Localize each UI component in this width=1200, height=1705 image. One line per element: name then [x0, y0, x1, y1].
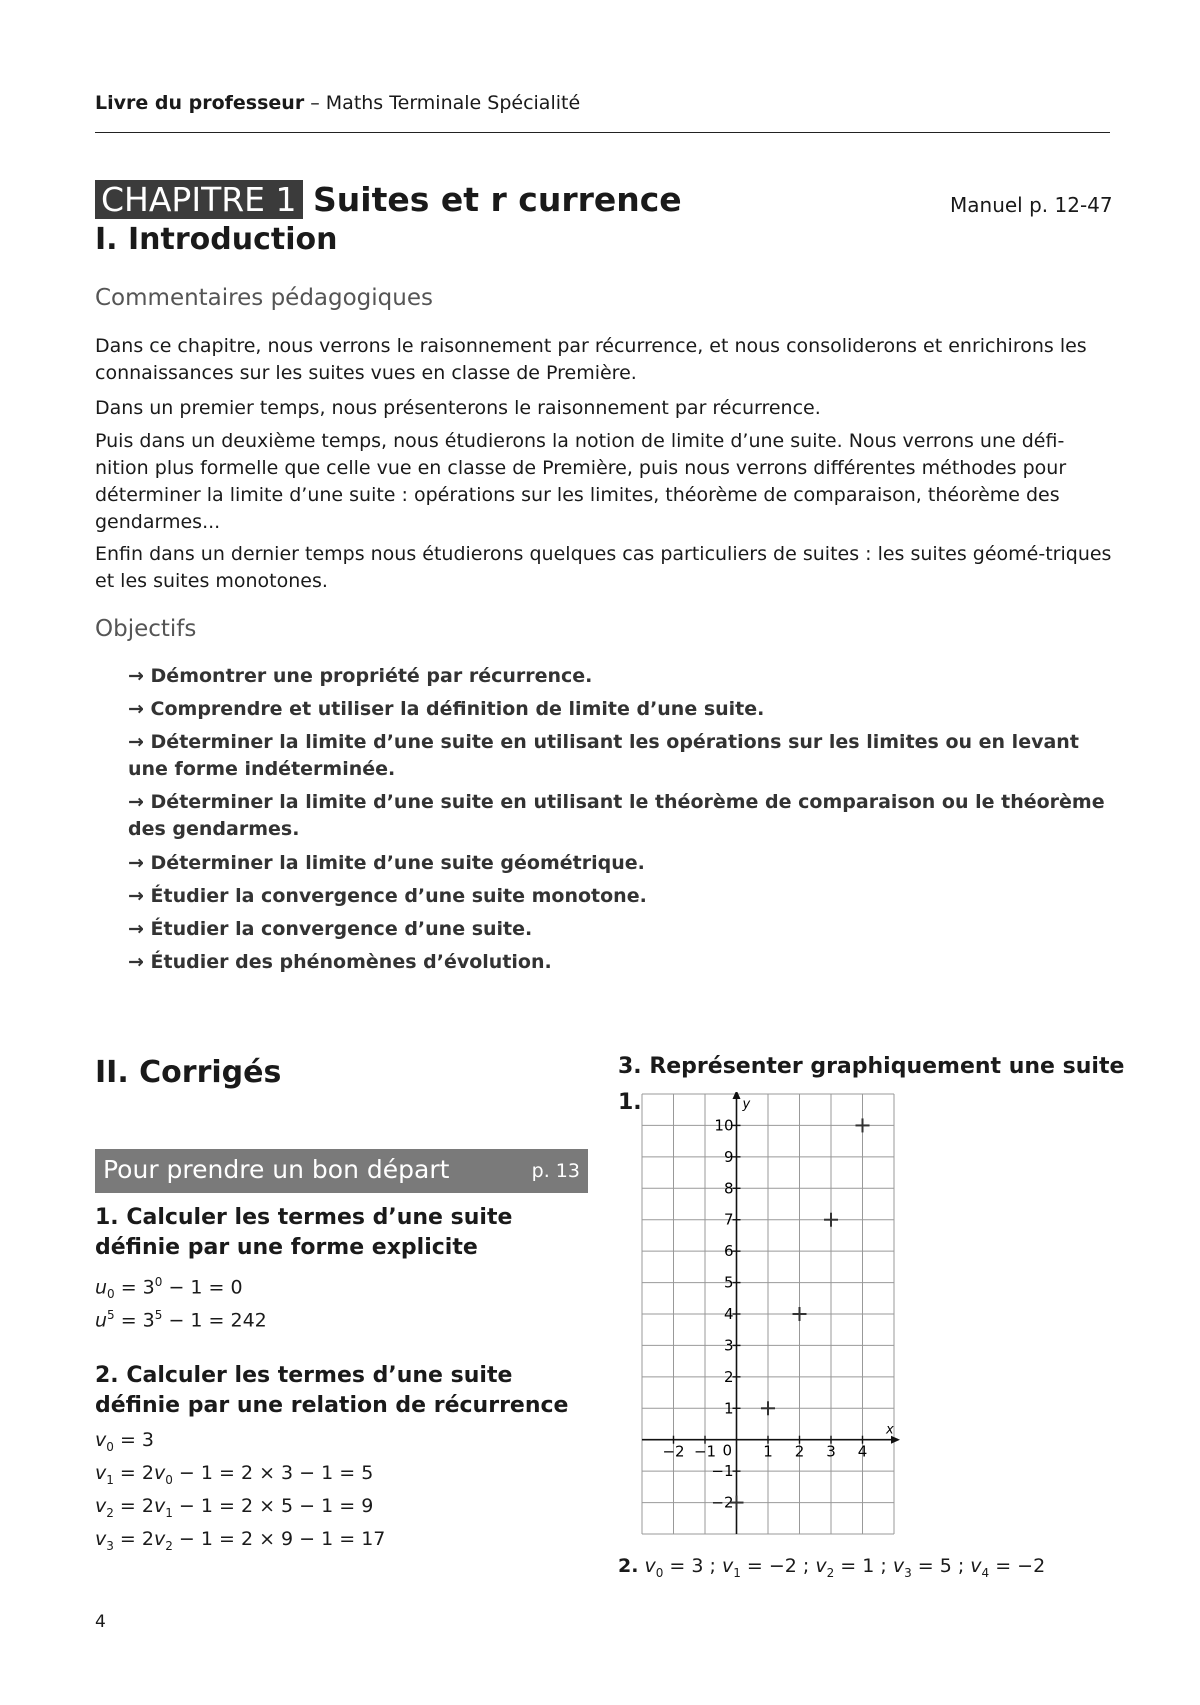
origin-label: 0: [722, 1441, 733, 1460]
page-number: 4: [95, 1612, 106, 1632]
ex2-line: $v_0 = 3$: [95, 1429, 154, 1454]
chart-ticks: [662, 1097, 894, 1512]
sequence-chart: [640, 1092, 910, 1542]
manuel-reference: Manuel p. 12-47: [950, 193, 1113, 217]
ex1-line: $u_0 = 3^0 - 1 = 0$: [95, 1275, 243, 1302]
y-tick-label: 3: [723, 1336, 734, 1355]
ex2-line: $v_1 = 2v_0 - 1 = 2 \times 3 - 1 = 5$: [95, 1462, 374, 1487]
chapter-heading: [95, 178, 682, 222]
y-tick-label: 2: [723, 1367, 734, 1386]
y-axis-arrow: [733, 1092, 741, 1099]
y-tick-label: 6: [723, 1242, 734, 1261]
chapter-badge: CHAPITRE 1: [95, 180, 303, 219]
y-tick-label: 5: [723, 1273, 734, 1292]
y-tick-label: 10: [714, 1116, 734, 1135]
x-tick-label: 1: [763, 1442, 773, 1461]
section-bar-title: Pour prendre un bon départ: [103, 1155, 450, 1184]
y-tick-label: 8: [723, 1179, 734, 1198]
chart-axes: [642, 1092, 900, 1534]
exercise-3-part2: 2. $v_0 = 3$ ; $v_1 = -2$ ; $v_2 = 1$ ; $v_3 = 5$ ; $v_4 = -2$: [618, 1555, 1046, 1580]
section-bar: [95, 1149, 588, 1193]
data-point: [793, 1307, 807, 1321]
y-tick-label: 7: [723, 1210, 734, 1229]
exercise-3-title: 3. Représenter graphiquement une suite: [618, 1054, 1125, 1079]
data-point: [824, 1213, 838, 1227]
y-tick-label: 4: [723, 1305, 734, 1323]
data-point: [761, 1401, 775, 1415]
objectif-item: → Comprendre et utiliser la définition de limite d’une suite.: [128, 698, 765, 720]
exercise-2-title: 2. Calculer les termes d’une suite définie par une relation de récurrence: [95, 1363, 569, 1418]
objectif-item: → Démontrer une propriété par récurrence.: [128, 665, 593, 687]
book-title: Livre du professeur: [95, 92, 305, 114]
ex1-line: $u^5 = 3^5 - 1 = 242$: [95, 1308, 267, 1332]
objectif-item: → Étudier la convergence d’une suite monotone.: [128, 885, 647, 907]
y-tick-label: −2: [711, 1493, 734, 1512]
x-tick-label: −2: [662, 1442, 685, 1461]
intro-paragraph: Dans un premier temps, nous présenterons le raisonnement par récurrence.: [95, 397, 821, 419]
objectif-item: → Étudier des phénomènes d’évolution.: [128, 951, 552, 973]
intro-paragraph: Dans ce chapitre, nous verrons le raisonnement par récurrence, et nous consoliderons et enrichirons les connaissances sur les suites vues en classe de Première.: [95, 335, 1087, 384]
x-tick-label: 4: [857, 1442, 868, 1461]
objectif-item: → Déterminer la limite d’une suite en utilisant le théorème de comparaison ou le théorème des gendarmes.: [128, 791, 1105, 840]
x-axis-label: x: [886, 1422, 894, 1438]
ex2-line: $v_2 = 2v_1 - 1 = 2 \times 5 - 1 = 9$: [95, 1495, 374, 1520]
ex2-line: $v_3 = 2v_2 - 1 = 2 \times 9 - 1 = 17$: [95, 1528, 386, 1553]
commentaires-heading: Commentaires pédagogiques: [95, 285, 433, 311]
x-tick-label: 3: [826, 1442, 836, 1461]
objectif-item: → Déterminer la limite d’une suite en utilisant les opérations sur les limites ou en levant une forme indéterminée.: [128, 731, 1079, 780]
data-point: [856, 1118, 870, 1132]
intro-paragraph: Enfin dans un dernier temps nous étudierons quelques cas particuliers de suites : les suites géomé-triques et les suites monotones.: [95, 543, 1112, 592]
book-subtitle: – Maths Terminale Spécialité: [304, 92, 581, 114]
objectif-item: → Déterminer la limite d’une suite géométrique.: [128, 852, 645, 874]
chart-grid: [642, 1094, 894, 1534]
y-tick-label: 9: [723, 1147, 734, 1166]
chapter-title: Suites et r currence: [313, 180, 682, 219]
intro-paragraph: Puis dans un deuxième temps, nous étudierons la notion de limite d’une suite. Nous verrons une défi-nition plus formelle que celle vue en classe de Première, puis nous verrons différentes méthodes pour déterminer la limite d’une suite : opérations sur les limites, théorème de comparaison, théorème des gendarmes...: [95, 430, 1067, 533]
section-bar-page: p. 13: [531, 1160, 580, 1182]
running-header: [95, 92, 580, 114]
x-tick-label: −1: [693, 1442, 717, 1461]
header-divider: [95, 132, 1110, 133]
x-tick-label: 2: [794, 1442, 805, 1461]
y-tick-label: −1: [711, 1462, 734, 1481]
corriges-heading: II. Corrigés: [95, 1055, 282, 1090]
y-axis-label: y: [742, 1097, 751, 1112]
objectifs-heading: Objectifs: [95, 616, 197, 642]
objectif-item: → Étudier la convergence d’une suite.: [128, 918, 533, 940]
exercise-1-title: 1. Calculer les termes d’une suite définie par une forme explicite: [95, 1205, 513, 1260]
intro-heading: I. Introduction: [95, 222, 338, 257]
y-tick-label: 1: [723, 1399, 734, 1418]
exercise-3-part1: 1.: [618, 1090, 642, 1115]
